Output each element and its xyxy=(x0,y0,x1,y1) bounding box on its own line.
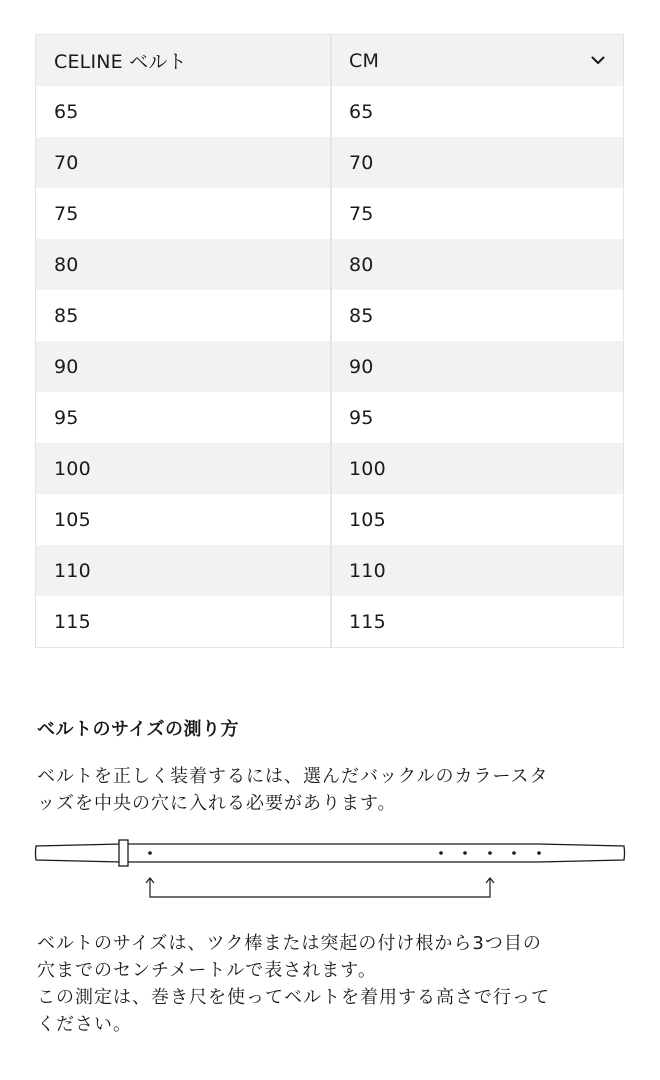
cm-cell: 105 xyxy=(330,494,623,545)
belt-size-cell: 85 xyxy=(54,304,79,327)
cm-cell: 85 xyxy=(330,290,623,341)
table-row xyxy=(36,443,623,494)
measure-bracket xyxy=(146,878,494,897)
cm-cell: 75 xyxy=(330,188,623,239)
intro-line: ベルトを正しく装着するには、選んだバックルのカラースタ xyxy=(37,766,549,787)
belt-buckle xyxy=(119,840,128,866)
belt-hole xyxy=(463,851,467,855)
belt-size-cell: 65 xyxy=(54,100,79,123)
belt-size-cell: 110 xyxy=(54,559,91,582)
belt-hole xyxy=(537,851,541,855)
table-row xyxy=(36,392,623,443)
belt-size-cell: 75 xyxy=(54,202,79,225)
table-row xyxy=(36,188,623,239)
measure-description xyxy=(37,930,637,1038)
chevron-down-icon xyxy=(591,56,605,65)
table-row xyxy=(36,341,623,392)
description-line: ベルトのサイズは、ツク棒または突起の付け根から3つ目の xyxy=(37,933,542,954)
table-row xyxy=(36,239,623,290)
belt-size-cell: 70 xyxy=(54,151,79,174)
belt-size-cell: 90 xyxy=(54,355,79,378)
cm-cell: 115 xyxy=(330,596,623,647)
belt-diagram xyxy=(34,834,626,900)
description-line: 穴までのセンチメートルで表されます。 xyxy=(37,960,377,981)
belt-size-cell: 115 xyxy=(54,610,91,633)
table-row xyxy=(36,596,623,647)
belt-size-cell: 100 xyxy=(54,457,91,480)
size-table xyxy=(35,34,624,648)
cm-cell: 65 xyxy=(330,86,623,137)
table-row xyxy=(36,545,623,596)
cm-cell: 80 xyxy=(330,239,623,290)
belt-size-cell: 80 xyxy=(54,253,79,276)
description-line: この測定は、巻き尺を使ってベルトを着用する高さで行って xyxy=(37,987,550,1008)
table-row xyxy=(36,86,623,137)
belt-size-cell: 105 xyxy=(54,508,91,531)
belt-size-cell: 95 xyxy=(54,406,79,429)
description-line: ください。 xyxy=(37,1014,132,1035)
table-row xyxy=(36,290,623,341)
measure-title: ベルトのサイズの測り方 xyxy=(37,719,240,740)
table-header xyxy=(36,35,623,86)
table-row xyxy=(36,494,623,545)
cm-cell: 70 xyxy=(330,137,623,188)
cm-cell: 110 xyxy=(330,545,623,596)
cm-cell: 100 xyxy=(330,443,623,494)
belt-hole xyxy=(439,851,443,855)
belt-hole xyxy=(512,851,516,855)
belt-hole xyxy=(148,851,152,855)
belt-hole xyxy=(488,851,492,855)
cm-cell: 95 xyxy=(330,392,623,443)
table-row xyxy=(36,137,623,188)
header-belt-size: CELINE ベルト xyxy=(54,51,187,73)
intro-line: ッズを中央の穴に入れる必要があります。 xyxy=(37,793,397,814)
unit-select-value: CM xyxy=(349,49,380,72)
unit-select[interactable] xyxy=(330,35,623,86)
cm-cell: 90 xyxy=(330,341,623,392)
measure-intro xyxy=(37,763,637,817)
